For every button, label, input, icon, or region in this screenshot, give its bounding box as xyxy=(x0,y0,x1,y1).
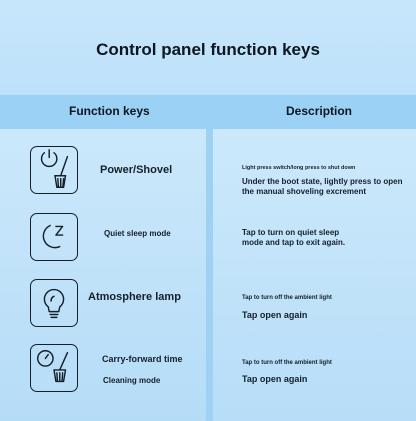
power-shovel-desc-small: Light press switch/long press to shut down xyxy=(242,165,356,171)
atmosphere-lamp-label: Atmosphere lamp xyxy=(88,291,181,303)
quiet-sleep-label: Quiet sleep mode xyxy=(104,229,171,238)
column-header-description: Description xyxy=(286,104,353,118)
power-shovel-desc: Under the boot state, lightly press to open the manual shoveling excrement xyxy=(242,177,403,196)
timer-cleaning-icon[interactable] xyxy=(30,344,78,392)
carry-forward-time-label: Carry-forward time xyxy=(102,354,183,364)
atmosphere-lamp-desc: Tap open again xyxy=(242,310,308,320)
page-title: Control panel function keys xyxy=(96,40,320,59)
column-header-function-keys: Function keys xyxy=(69,104,150,118)
cleaning-mode-label: Cleaning mode xyxy=(103,376,161,385)
quiet-sleep-desc: Tap to turn on quiet sleep mode and tap to exit again. xyxy=(242,228,346,247)
atmosphere-lamp-desc-small: Tap to turn off the ambient light xyxy=(242,295,332,301)
carry-forward-desc-small: Tap to turn off the ambient light xyxy=(242,360,332,366)
carry-forward-desc: Tap open again xyxy=(242,374,308,384)
column-divider xyxy=(206,129,213,421)
lamp-icon[interactable] xyxy=(30,279,78,327)
moon-sleep-icon[interactable] xyxy=(30,213,78,261)
power-shovel-icon[interactable] xyxy=(30,146,78,194)
table-header-band xyxy=(0,95,416,129)
power-shovel-label: Power/Shovel xyxy=(100,164,173,176)
